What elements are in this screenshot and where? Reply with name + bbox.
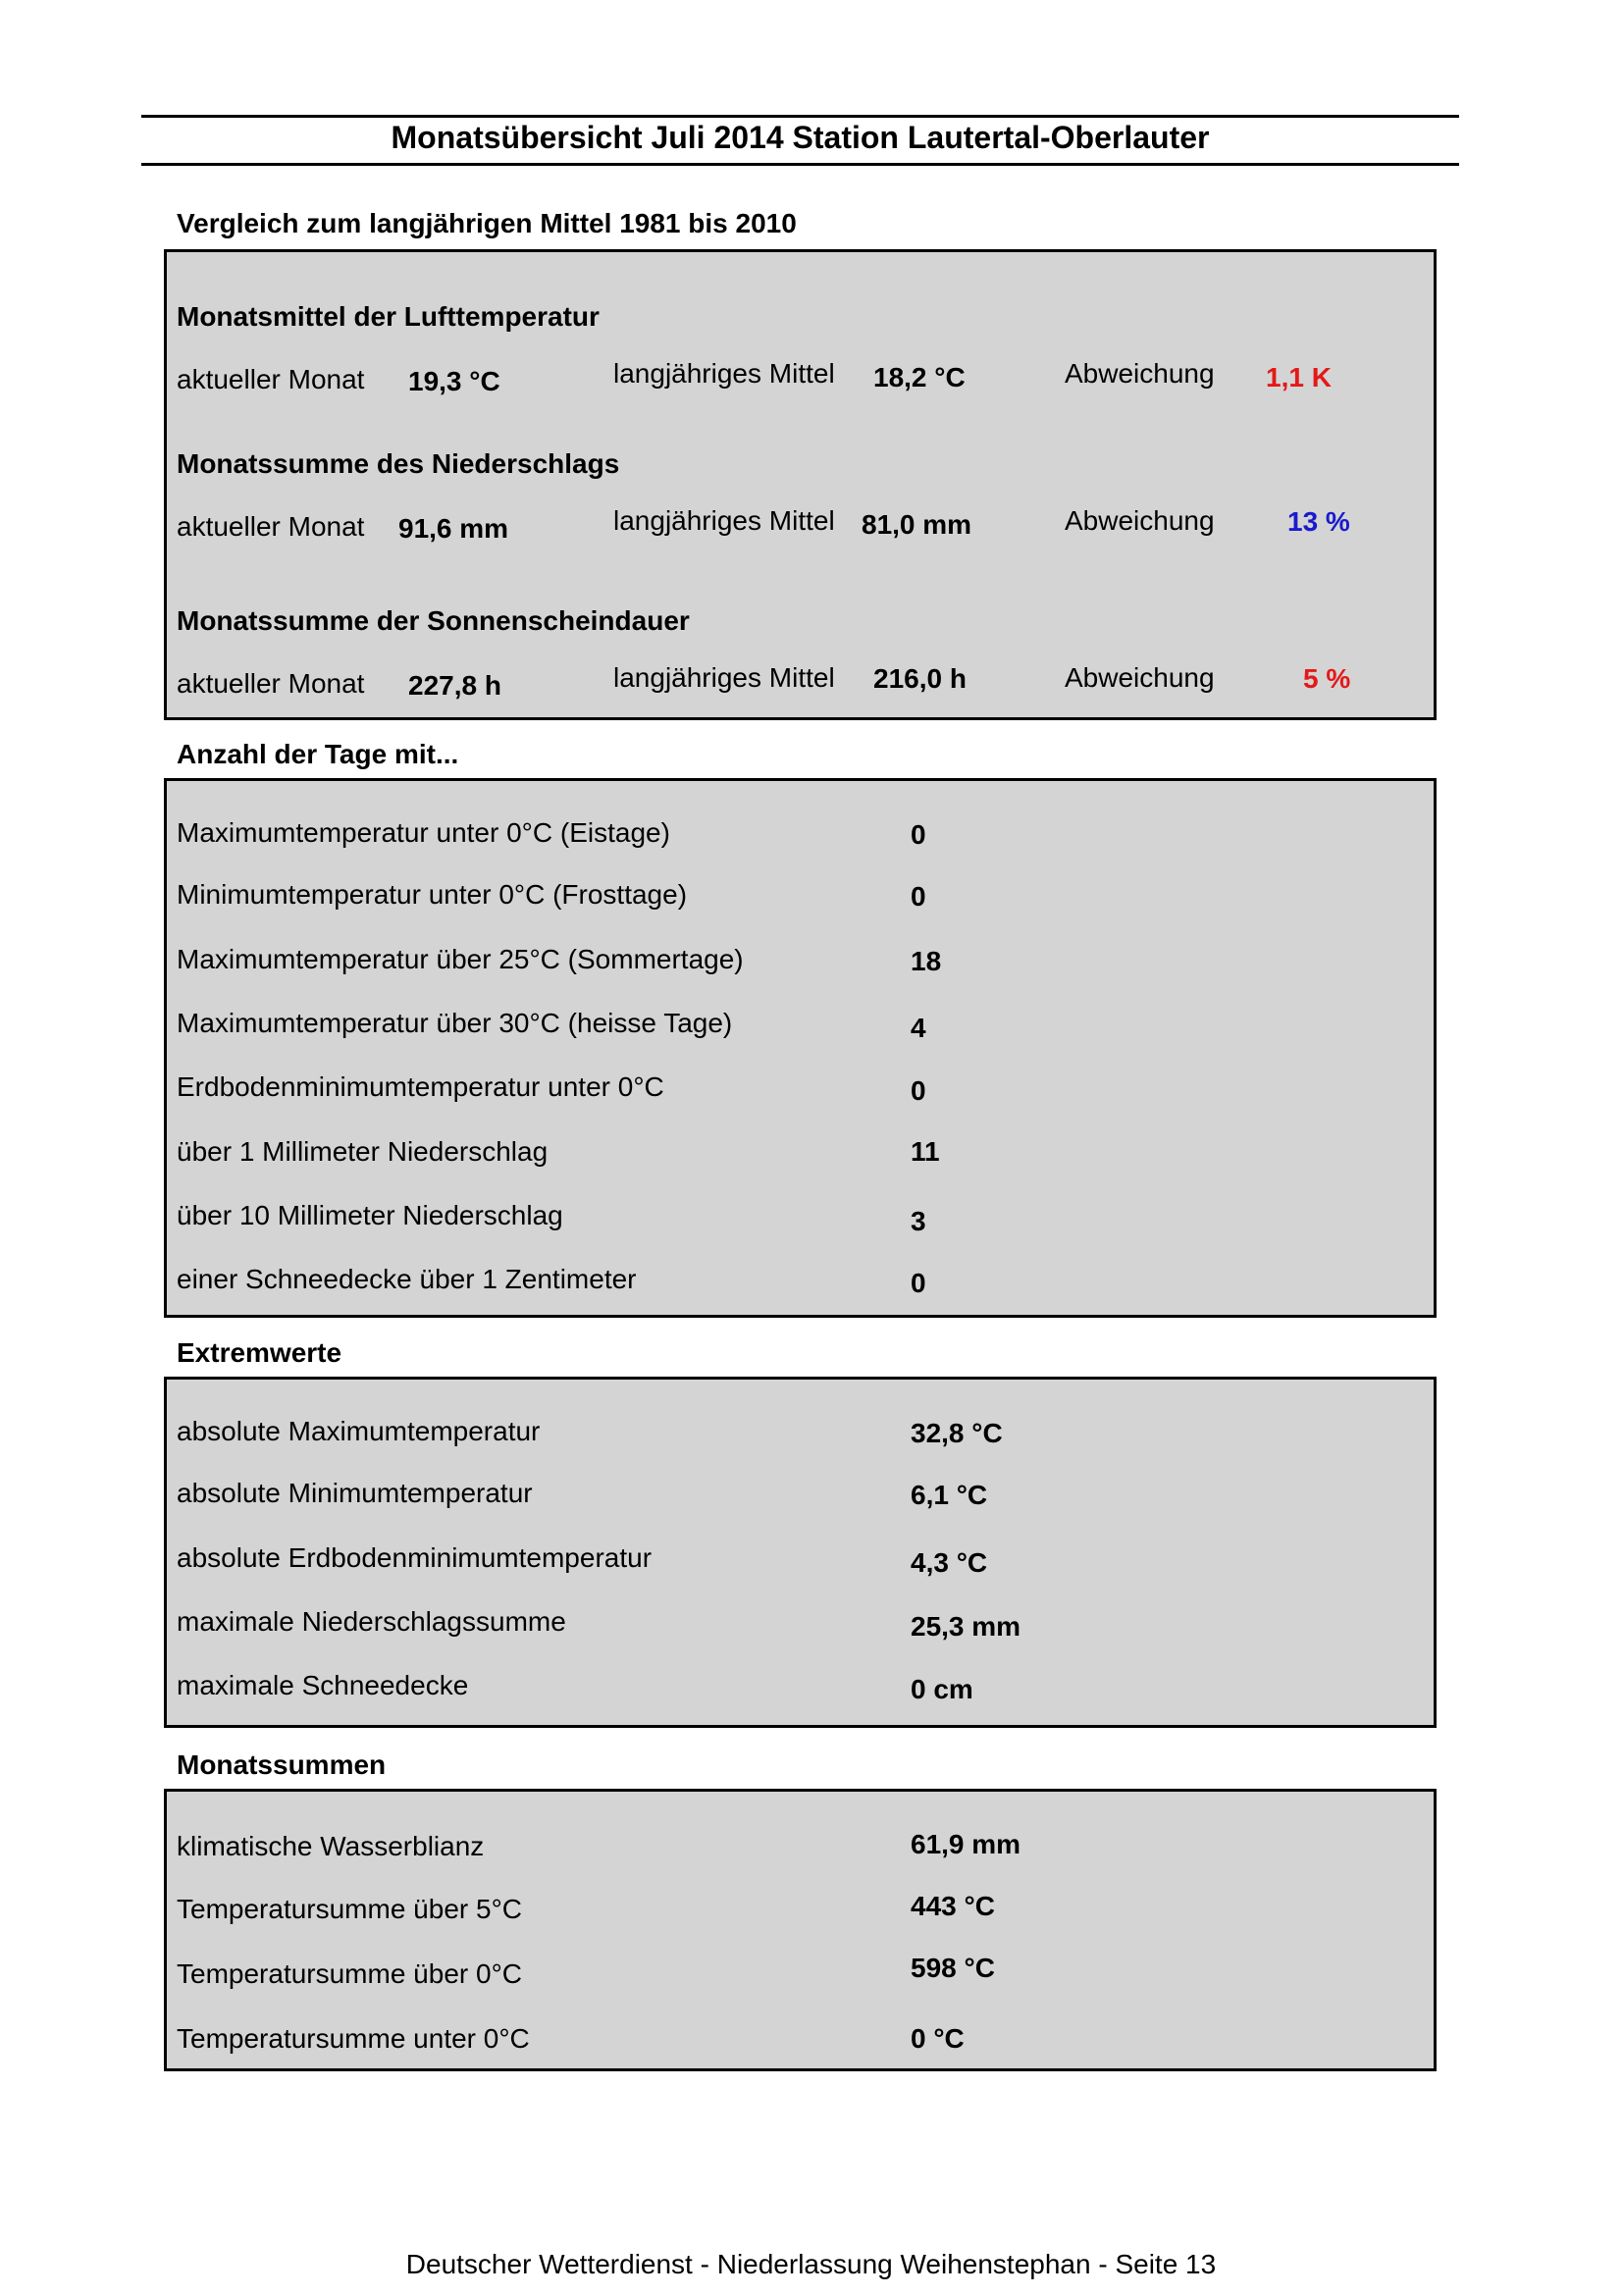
sun-mean-value: 216,0 h [873,663,967,694]
sun-label: Monatssumme der Sonnenscheindauer [177,605,690,636]
precip-dev-label: Abweichung [1065,505,1215,536]
temp-mean-value: 18,2 °C [873,362,966,392]
days-row-label: Maximumtemperatur über 30°C (heisse Tage) [177,1008,733,1038]
extremes-heading: Extremwerte [177,1337,342,1368]
days-row-label: Maximumtemperatur über 25°C (Sommertage) [177,944,744,974]
sun-current-value: 227,8 h [408,670,501,701]
precip-current-label: aktueller Monat [177,511,365,542]
extremes-row-value: 6,1 °C [911,1480,988,1510]
comparison-box [164,249,1437,720]
temp-current-label: aktueller Monat [177,364,365,394]
extremes-row-label: maximale Niederschlagssumme [177,1606,566,1637]
days-row-value: 0 [911,1075,926,1106]
temp-dev-label: Abweichung [1065,358,1215,389]
precip-label: Monatssumme des Niederschlags [177,448,620,479]
days-box [164,778,1437,1318]
title-rule-top [141,115,1459,118]
extremes-row-label: maximale Schneedecke [177,1670,469,1700]
days-row-label: einer Schneedecke über 1 Zentimeter [177,1264,637,1294]
temp-mean-label: langjähriges Mittel [613,358,835,389]
sun-dev-value: 5 % [1303,663,1351,694]
sun-dev-label: Abweichung [1065,662,1215,693]
sun-current-label: aktueller Monat [177,668,365,699]
sums-row-value: 443 °C [911,1891,995,1921]
sums-row-label: Temperatursumme unter 0°C [177,2023,530,2054]
title-rule-bottom [141,163,1459,166]
temp-label: Monatsmittel der Lufttemperatur [177,301,600,332]
extremes-row-value: 4,3 °C [911,1547,988,1578]
temp-dev-value: 1,1 K [1266,362,1332,392]
days-row-label: Maximumtemperatur unter 0°C (Eistage) [177,817,670,848]
days-row-value: 3 [911,1206,926,1236]
sums-row-value: 61,9 mm [911,1829,1021,1859]
extremes-row-value: 25,3 mm [911,1611,1021,1642]
temp-current-value: 19,3 °C [408,366,500,396]
precip-dev-value: 13 % [1287,506,1350,537]
sums-row-value: 598 °C [911,1953,995,1983]
page-footer: Deutscher Wetterdienst - Niederlassung Weihenstephan - Seite 13 [405,2249,1217,2279]
precip-mean-label: langjähriges Mittel [613,505,835,536]
page-title: Monatsübersicht Juli 2014 Station Lautertal-Oberlauter [391,120,1210,155]
extremes-row-label: absolute Erdbodenminimumtemperatur [177,1542,653,1573]
sums-box [164,1789,1437,2071]
precip-mean-value: 81,0 mm [862,509,972,540]
sums-row-value: 0 °C [911,2023,965,2054]
days-row-label: über 1 Millimeter Niederschlag [177,1136,549,1167]
sums-row-label: Temperatursumme über 0°C [177,1958,522,1989]
days-row-label: Minimumtemperatur unter 0°C (Frosttage) [177,879,688,910]
sums-row-label: klimatische Wasserblianz [177,1831,485,1861]
days-row-value: 0 [911,881,926,912]
precip-current-value: 91,6 mm [398,513,509,544]
sums-row-label: Temperatursumme über 5°C [177,1894,522,1924]
days-row-label: über 10 Millimeter Niederschlag [177,1200,563,1230]
days-row-value: 18 [911,946,942,976]
days-row-value: 11 [911,1136,940,1167]
sun-mean-label: langjähriges Mittel [613,662,835,693]
days-row-value: 4 [911,1013,926,1043]
days-row-value: 0 [911,819,926,850]
extremes-row-label: absolute Minimumtemperatur [177,1478,533,1508]
comparison-heading: Vergleich zum langjährigen Mittel 1981 bis 2010 [177,208,797,238]
days-row-label: Erdbodenminimumtemperatur unter 0°C [177,1071,664,1102]
extremes-row-value: 32,8 °C [911,1418,1003,1448]
extremes-box [164,1377,1437,1728]
extremes-row-label: absolute Maximumtemperatur [177,1416,541,1446]
extremes-row-value: 0 cm [911,1674,973,1704]
days-heading: Anzahl der Tage mit... [177,739,459,769]
days-row-value: 0 [911,1268,926,1298]
sums-heading: Monatssummen [177,1749,387,1780]
